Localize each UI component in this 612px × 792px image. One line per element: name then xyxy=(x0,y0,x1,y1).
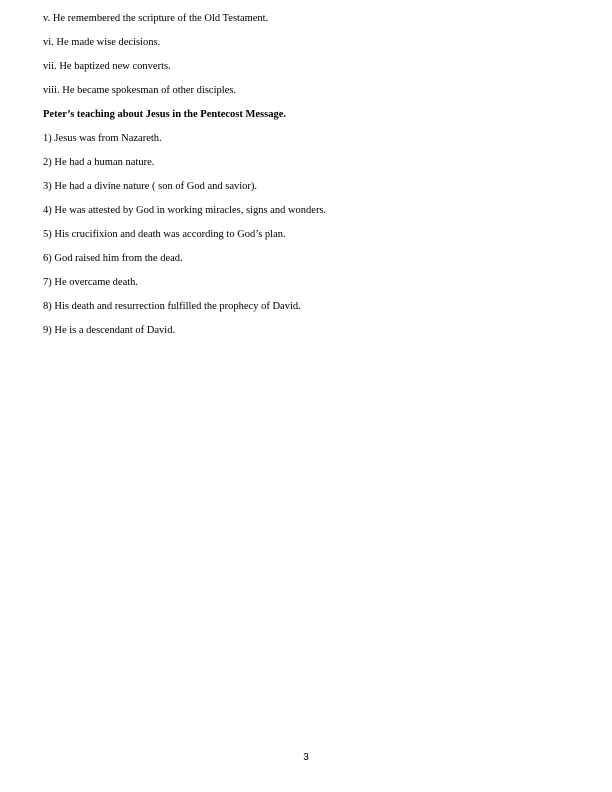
list-item-numbered: 5) His crucifixion and death was according to God’s plan. xyxy=(43,229,286,240)
list-item-roman: vii. He baptized new converts. xyxy=(43,61,171,72)
list-item-numbered: 6) God raised him from the dead. xyxy=(43,253,183,264)
list-item-numbered: 4) He was attested by God in working miracles, signs and wonders. xyxy=(43,205,327,216)
list-item-numbered: 8) His death and resurrection fulfilled the prophecy of David. xyxy=(43,301,301,312)
list-item-numbered: 7) He overcame death. xyxy=(43,277,139,288)
list-item-numbered: 1) Jesus was from Nazareth. xyxy=(43,133,162,144)
section-heading: Peter’s teaching about Jesus in the Pentecost Message. xyxy=(43,109,287,120)
list-item-roman: vi. He made wise decisions. xyxy=(43,37,161,48)
list-item-roman: viii. He became spokesman of other disciples. xyxy=(43,85,237,96)
list-item-numbered: 2) He had a human nature. xyxy=(43,157,155,168)
list-item-numbered: 3) He had a divine nature ( son of God and savior). xyxy=(43,181,258,192)
list-item-roman: v. He remembered the scripture of the Old Testament. xyxy=(43,13,269,24)
page-number: 3 xyxy=(303,752,309,763)
page-content xyxy=(43,12,573,348)
list-item-numbered: 9) He is a descendant of David. xyxy=(43,325,176,336)
